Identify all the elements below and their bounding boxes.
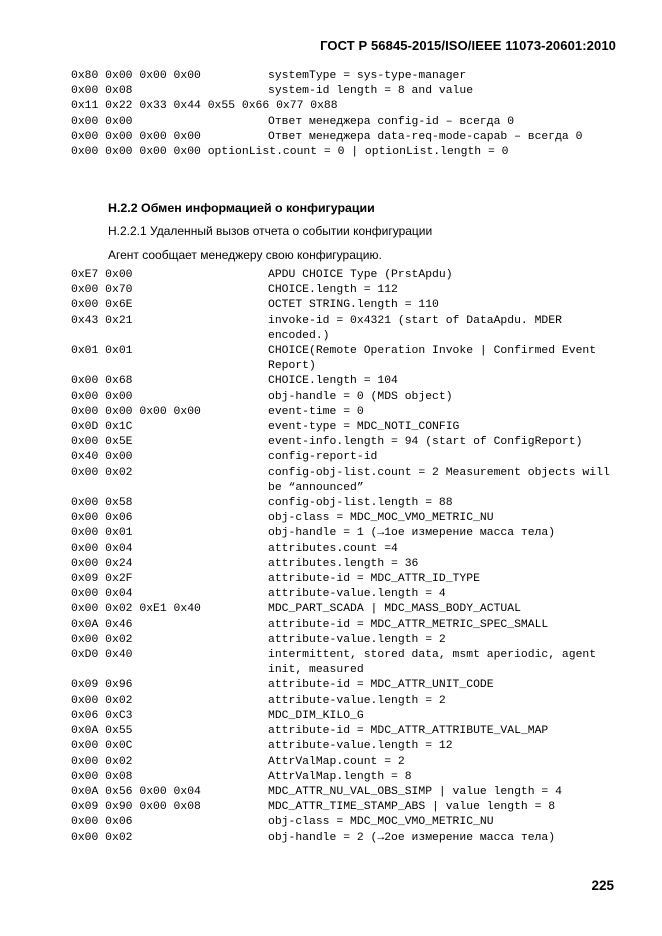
code-line: 0x11 0x22 0x33 0x44 0x55 0x66 0x77 0x88 — [71, 100, 338, 113]
field-description: MDC_PART_SCADA | MDC_MASS_BODY_ACTUAL — [268, 603, 521, 616]
field-description: config-obj-list.count = 2 Measurement objects will be “announced” — [268, 466, 617, 494]
code-row — [71, 602, 616, 617]
code-row — [71, 450, 616, 465]
code-row — [71, 557, 616, 572]
field-description: attribute-id = MDC_ATTR_ATTRIBUTE_VAL_MAP — [268, 725, 549, 738]
hex-bytes: 0x00 0x00 — [71, 115, 133, 128]
hex-bytes: 0x00 0x00 0x00 0x00 — [71, 405, 201, 418]
code-row — [71, 709, 616, 724]
code-row — [71, 344, 616, 374]
hex-bytes: 0x00 0x70 — [71, 284, 133, 297]
hex-bytes: 0x0A 0x46 — [71, 618, 133, 631]
field-description: APDU CHOICE Type (PrstApdu) — [268, 269, 453, 281]
code-row — [71, 390, 616, 405]
field-description: attribute-value.length = 2 — [268, 694, 446, 707]
field-description: MDC_ATTR_NU_VAL_OBS_SIMP | value length = 4 — [268, 785, 562, 798]
code-row — [71, 815, 616, 830]
section-title: H.2.2 Обмен информацией о конфигурации — [108, 201, 375, 215]
hex-bytes: 0x01 0x01 — [71, 345, 133, 358]
field-description: intermittent, stored data, msmt aperiodic, agent init, measured — [268, 649, 603, 677]
field-description: OCTET STRING.length = 110 — [268, 299, 439, 312]
hex-bytes: 0x00 0x58 — [71, 497, 133, 510]
code-row — [71, 633, 616, 648]
hex-bytes: 0x00 0x24 — [71, 557, 133, 570]
hex-bytes: 0x40 0x00 — [71, 451, 133, 464]
page-number: 225 — [591, 878, 614, 893]
code-row — [71, 694, 616, 709]
intro-paragraph: Агент сообщает менеджеру свою конфигурацию. — [108, 248, 382, 262]
field-description: obj-class = MDC_MOC_VMO_METRIC_NU — [268, 816, 494, 829]
hex-bytes: 0x0A 0x56 0x00 0x04 — [71, 785, 201, 798]
code-row — [71, 130, 631, 145]
field-description: CHOICE(Remote Operation Invoke | Confirmed Event Report) — [268, 345, 603, 373]
code-row — [71, 572, 616, 587]
hex-bytes: 0x00 0x01 — [71, 527, 133, 540]
code-row — [71, 542, 616, 557]
hex-bytes: 0x00 0x02 — [71, 633, 133, 646]
field-description: MDC_ATTR_TIME_STAMP_ABS | value length = 8 — [268, 801, 556, 814]
field-description: attributes.length = 36 — [268, 557, 419, 570]
code-row — [71, 314, 616, 344]
field-description: AttrValMap.count = 2 — [268, 755, 405, 768]
hex-bytes: 0x0A 0x55 — [71, 725, 133, 738]
hex-bytes: 0x80 0x00 0x00 0x00 — [71, 70, 201, 82]
config-report-block — [71, 268, 616, 846]
field-description: attribute-value.length = 2 — [268, 633, 446, 646]
hex-bytes: 0xD0 0x40 — [71, 649, 133, 662]
code-row — [71, 268, 616, 283]
hex-bytes: 0xE7 0x00 — [71, 269, 133, 281]
hex-bytes: 0x00 0x02 — [71, 831, 133, 844]
hex-bytes: 0x09 0x2F — [71, 573, 133, 586]
code-row — [71, 435, 616, 450]
hex-bytes: 0x00 0x00 0x00 0x00 — [71, 130, 201, 143]
hex-bytes: 0x00 0x04 — [71, 588, 133, 601]
document-header: ГОСТ Р 56845-2015/ISO/IEEE 11073-20601:2010 — [320, 38, 616, 53]
hex-bytes: 0x06 0xC3 — [71, 709, 133, 722]
field-description: CHOICE.length = 104 — [268, 375, 398, 388]
code-row — [71, 511, 616, 526]
field-description: obj-class = MDC_MOC_VMO_METRIC_NU — [268, 512, 494, 525]
code-line: 0x00 0x00 0x00 0x00 optionList.count = 0 | optionList.length = 0 — [71, 146, 509, 159]
code-row — [71, 283, 616, 298]
field-description: event-type = MDC_NOTI_CONFIG — [268, 421, 460, 434]
hex-bytes: 0x00 0x02 0xE1 0x40 — [71, 603, 201, 616]
hex-bytes: 0x00 0x08 — [71, 770, 133, 783]
code-row — [71, 770, 616, 785]
field-description: Ответ менеджера data-req-mode-capab – всегда 0 — [268, 130, 583, 143]
field-description: CHOICE.length = 112 — [268, 284, 398, 297]
hex-bytes: 0x09 0x90 0x00 0x08 — [71, 801, 201, 814]
code-row — [71, 69, 631, 84]
code-row — [71, 678, 616, 693]
hex-bytes: 0x00 0x02 — [71, 694, 133, 707]
code-row — [71, 298, 616, 313]
code-row — [71, 496, 616, 511]
hex-bytes: 0x00 0x6E — [71, 299, 133, 312]
field-description: systemType = sys-type-manager — [268, 70, 467, 82]
hex-bytes: 0x00 0x06 — [71, 512, 133, 525]
field-description: MDC_DIM_KILO_G — [268, 709, 364, 722]
field-description: attributes.count =4 — [268, 542, 398, 555]
code-row — [71, 374, 616, 389]
subsection-title: H.2.2.1 Удаленный вызов отчета о событии конфигурации — [108, 224, 433, 238]
code-row — [71, 800, 616, 815]
field-description: Ответ менеджера config-id – всегда 0 — [268, 115, 515, 128]
field-description: config-obj-list.length = 88 — [268, 497, 453, 510]
hex-bytes: 0x00 0x08 — [71, 85, 133, 98]
code-row — [71, 739, 616, 754]
field-description: system-id length = 8 and value — [268, 85, 474, 98]
code-row — [71, 755, 616, 770]
hex-bytes: 0x00 0x0C — [71, 740, 133, 753]
hex-bytes: 0x09 0x96 — [71, 679, 133, 692]
field-description: obj-handle = 1 (→1ое измерение масса тела) — [268, 527, 556, 540]
hex-bytes: 0x00 0x5E — [71, 436, 133, 449]
hex-bytes: 0x43 0x21 — [71, 314, 133, 327]
hex-bytes: 0x00 0x04 — [71, 542, 133, 555]
field-description: attribute-id = MDC_ATTR_UNIT_CODE — [268, 679, 494, 692]
field-description: config-report-id — [268, 451, 378, 464]
field-description: attribute-value.length = 4 — [268, 588, 446, 601]
code-row — [71, 466, 616, 496]
code-row — [71, 405, 616, 420]
code-row — [71, 84, 631, 99]
code-row — [71, 420, 616, 435]
hex-bytes: 0x00 0x00 — [71, 390, 133, 403]
code-row — [71, 526, 616, 541]
hex-bytes: 0x00 0x02 — [71, 755, 133, 768]
manager-response-block — [71, 69, 631, 160]
field-description: attribute-value.length = 12 — [268, 740, 453, 753]
field-description: invoke-id = 0x4321 (start of DataApdu. MDER encoded.) — [268, 314, 569, 342]
field-description: attribute-id = MDC_ATTR_METRIC_SPEC_SMALL — [268, 618, 549, 631]
code-row — [71, 618, 616, 633]
field-description: AttrValMap.length = 8 — [268, 770, 412, 783]
field-description: event-time = 0 — [268, 405, 364, 418]
code-row — [71, 724, 616, 739]
code-row — [71, 831, 616, 846]
hex-bytes: 0x0D 0x1C — [71, 421, 133, 434]
field-description: event-info.length = 94 (start of ConfigReport) — [268, 436, 583, 449]
field-description: attribute-id = MDC_ATTR_ID_TYPE — [268, 573, 480, 586]
hex-bytes: 0x00 0x02 — [71, 466, 133, 479]
code-row — [71, 785, 616, 800]
code-row — [71, 115, 631, 130]
field-description: obj-handle = 0 (MDS object) — [268, 390, 453, 403]
field-description: obj-handle = 2 (→2ое измерение масса тела) — [268, 831, 556, 844]
code-row — [71, 648, 616, 678]
hex-bytes: 0x00 0x06 — [71, 816, 133, 829]
code-row — [71, 587, 616, 602]
hex-bytes: 0x00 0x68 — [71, 375, 133, 388]
